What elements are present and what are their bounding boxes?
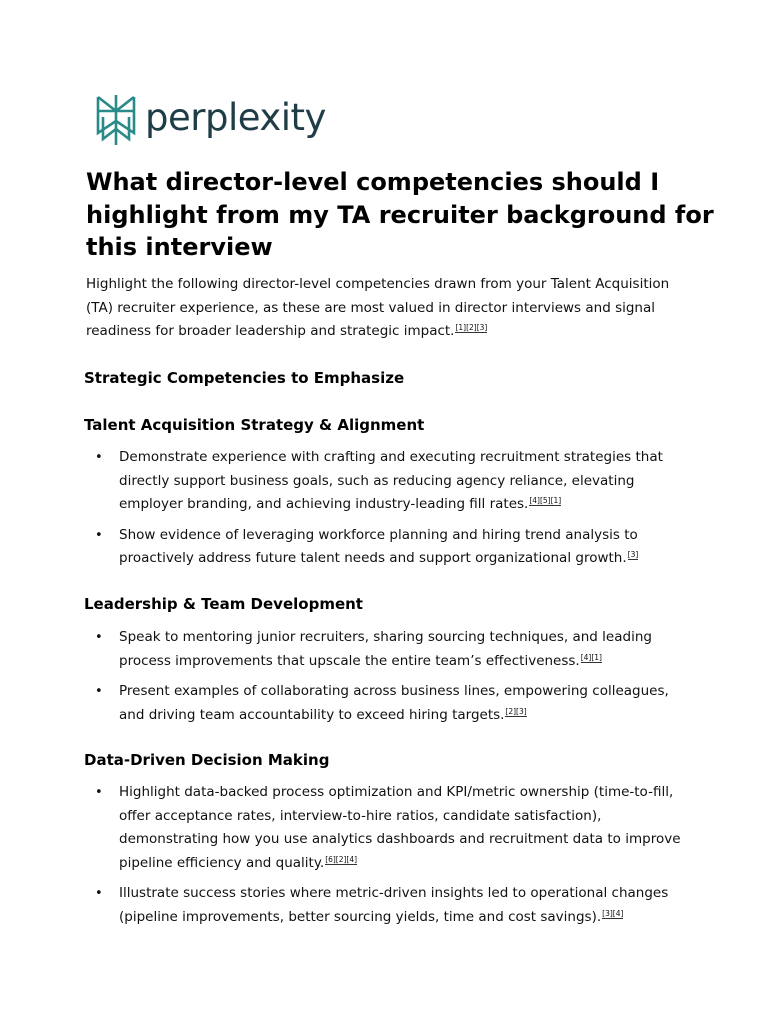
citation[interactable]: [4][1] xyxy=(580,652,602,662)
brand-logo xyxy=(94,93,326,147)
intro-paragraph xyxy=(86,273,676,344)
subsection-heading-data-driven: Data-Driven Decision Making xyxy=(84,751,330,769)
citation[interactable]: [6][2][4] xyxy=(325,854,358,864)
subsection-heading-leadership: Leadership & Team Development xyxy=(84,595,363,613)
bullet-icon: • xyxy=(95,450,103,465)
bullet-icon: • xyxy=(95,630,103,645)
bullet-icon: • xyxy=(95,527,103,543)
bullet-icon: • xyxy=(95,684,103,699)
perplexity-logo-icon xyxy=(94,93,138,147)
citation[interactable]: [1][2][3] xyxy=(455,323,488,332)
bullet-list-leadership xyxy=(84,626,684,734)
bullet-icon: • xyxy=(95,886,103,901)
page-title: What director-level competencies should I highlight from my TA recruiter background for this interview xyxy=(86,168,714,261)
bullet-list-ta-strategy xyxy=(84,446,684,578)
list-item: • Illustrate success stories where metric-driven insights led to operational changes (pipeline improvements, better sourcing yields, time and cost savings).[3][4] xyxy=(84,882,684,929)
list-item: • Demonstrate experience with crafting and executing recruitment strategies that directly support business goals, such as reducing agency reliance, elevating employer branding, and achieving industry-leading fill rates.[4][5][1] xyxy=(84,446,684,517)
citation[interactable]: [3] xyxy=(627,550,639,559)
intro-text: Highlight the following director-level competencies drawn from your Talent Acquisition (TA) recruiter experience, as these are most valued in director interviews and signal readiness for broader leadership and strategic impact. xyxy=(86,276,670,339)
bullet-list-data-driven xyxy=(84,781,684,936)
citation[interactable]: [2][3] xyxy=(505,706,527,716)
section-heading: Strategic Competencies to Emphasize xyxy=(84,369,405,387)
citation[interactable]: [4][5][1] xyxy=(529,496,562,505)
list-item: • Show evidence of leveraging workforce planning and hiring trend analysis to proactively address future talent needs and support organizational growth.[3] xyxy=(84,524,684,571)
subsection-heading-ta-strategy: Talent Acquisition Strategy & Alignment xyxy=(84,416,425,434)
bullet-icon: • xyxy=(95,785,103,800)
list-item: • Speak to mentoring junior recruiters, sharing sourcing techniques, and leading process improvements that upscale the entire team’s effectiveness.[4][1] xyxy=(84,626,684,673)
brand-name: perplexity xyxy=(145,95,326,139)
list-item: • Highlight data-backed process optimization and KPI/metric ownership (time-to-fill, offer acceptance rates, interview-to-hire ratios, candidate satisfaction), demonstrating how you use analytics dashboards and recruitment data to improve pipeline efficiency and quality.[6][2][4] xyxy=(84,781,684,875)
citation[interactable]: [3][4] xyxy=(602,908,624,918)
list-item: • Present examples of collaborating across business lines, empowering colleagues, and driving team accountability to exceed hiring targets.[2][3] xyxy=(84,680,684,727)
